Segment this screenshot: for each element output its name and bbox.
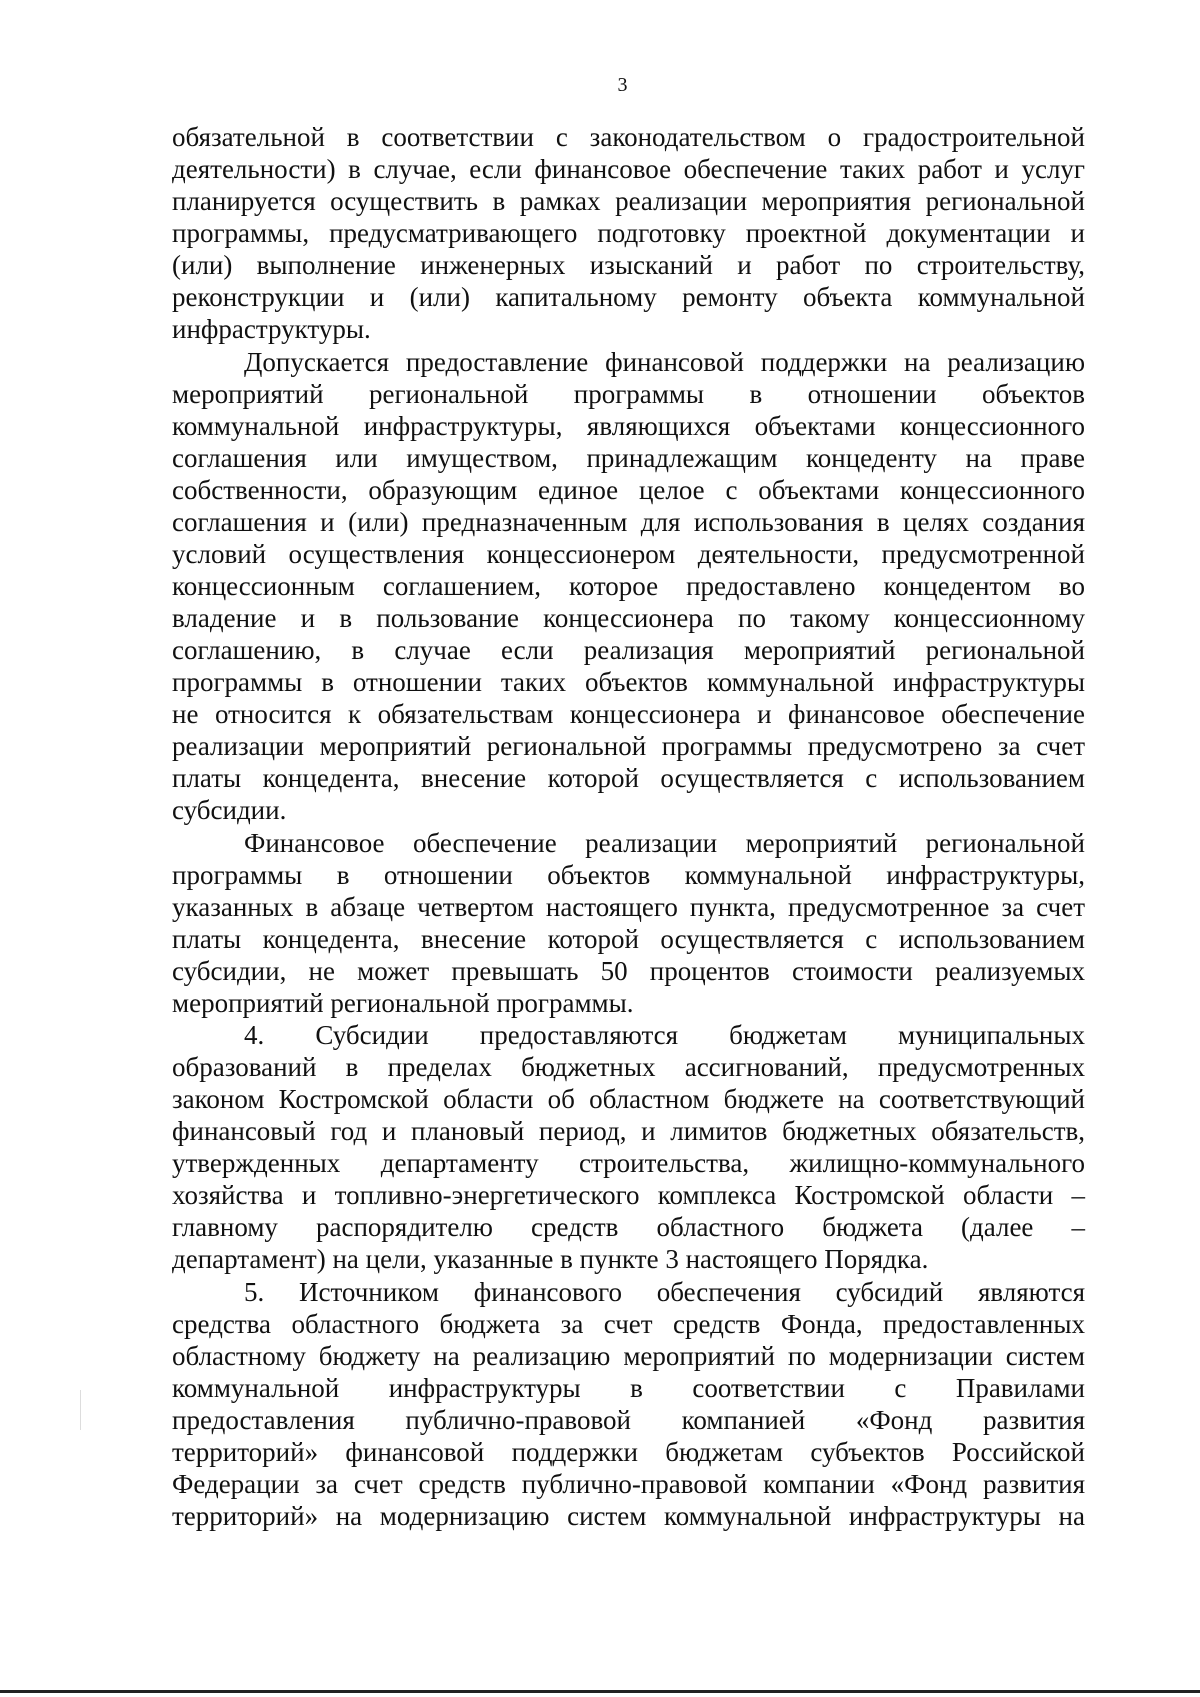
text-line: реконструкции и (или) капитальному ремонту объекта коммунальной xyxy=(172,282,1085,312)
text-line: программы в отношении объектов коммунальной инфраструктуры, xyxy=(172,860,1085,890)
text-line: Финансовое обеспечение реализации мероприятий региональной xyxy=(244,828,1085,858)
text-line: реализации мероприятий региональной программы предусмотрено за счет xyxy=(172,731,1085,761)
text-line: программы, предусматривающего подготовку проектной документации и xyxy=(172,218,1085,248)
text-line: обязательной в соответствии с законодательством о градостроительной xyxy=(172,122,1085,152)
text-line: территорий» финансовой поддержки бюджетам субъектов Российской xyxy=(172,1437,1085,1467)
text-line: (или) выполнение инженерных изысканий и работ по строительству, xyxy=(172,250,1085,280)
text-line: утвержденных департаменту строительства, жилищно-коммунального xyxy=(172,1148,1085,1178)
text-line: Федерации за счет средств публично-правовой компании «Фонд развития xyxy=(172,1469,1085,1499)
text-line: концессионным соглашением, которое предоставлено концедентом во xyxy=(172,571,1085,601)
text-line: деятельности) в случае, если финансовое обеспечение таких работ и услуг xyxy=(172,154,1085,184)
text-line: 5. Источником финансового обеспечения субсидий являются xyxy=(244,1277,1085,1307)
scan-artifact xyxy=(80,1390,81,1430)
text-line: департамент) на цели, указанные в пункте 3 настоящего Порядка. xyxy=(172,1244,929,1274)
page-number: 3 xyxy=(617,74,628,96)
text-line: образований в пределах бюджетных ассигнований, предусмотренных xyxy=(172,1052,1085,1082)
text-line: владение и в пользование концессионера по такому концессионному xyxy=(172,603,1085,633)
text-line: финансовый год и плановый период, и лимитов бюджетных обязательств, xyxy=(172,1116,1085,1146)
text-line: субсидии, не может превышать 50 процентов стоимости реализуемых xyxy=(172,956,1085,986)
text-line: законом Костромской области об областном бюджете на соответствующий xyxy=(172,1084,1085,1114)
text-line: указанных в абзаце четвертом настоящего пункта, предусмотренное за счет xyxy=(172,892,1085,922)
scan-bottom-edge xyxy=(0,1690,1200,1693)
text-line: территорий» на модернизацию систем коммунальной инфраструктуры на xyxy=(172,1501,1085,1531)
text-line: предоставления публично-правовой компанией «Фонд развития xyxy=(172,1405,1085,1435)
text-line: условий осуществления концессионером деятельности, предусмотренной xyxy=(172,539,1085,569)
text-line: хозяйства и топливно-энергетического комплекса Костромской области – xyxy=(172,1180,1085,1210)
text-line: коммунальной инфраструктуры в соответствии с Правилами xyxy=(172,1373,1085,1403)
text-line: программы в отношении таких объектов коммунальной инфраструктуры xyxy=(172,667,1085,697)
text-line: соглашения или имуществом, принадлежащим концеденту на праве xyxy=(172,443,1085,473)
text-line: собственности, образующим единое целое с объектами концессионного xyxy=(172,475,1085,505)
text-line: коммунальной инфраструктуры, являющихся объектами концессионного xyxy=(172,411,1085,441)
text-line: платы концедента, внесение которой осуществляется с использованием xyxy=(172,924,1085,954)
text-line: платы концедента, внесение которой осуществляется с использованием xyxy=(172,763,1085,793)
text-line: мероприятий региональной программы. xyxy=(172,988,634,1018)
text-line: главному распорядителю средств областного бюджета (далее – xyxy=(172,1212,1085,1242)
text-line: соглашения и (или) предназначенным для использования в целях создания xyxy=(172,507,1085,537)
text-line: Допускается предоставление финансовой поддержки на реализацию xyxy=(244,347,1085,377)
text-line: соглашению, в случае если реализация мероприятий региональной xyxy=(172,635,1085,665)
text-line: не относится к обязательствам концессионера и финансовое обеспечение xyxy=(172,699,1085,729)
text-line: средства областного бюджета за счет средств Фонда, предоставленных xyxy=(172,1309,1085,1339)
text-line: 4. Субсидии предоставляются бюджетам муниципальных xyxy=(244,1020,1085,1050)
text-line: планируется осуществить в рамках реализации мероприятия региональной xyxy=(172,186,1085,216)
text-line: субсидии. xyxy=(172,795,287,825)
text-line: областному бюджету на реализацию мероприятий по модернизации систем xyxy=(172,1341,1085,1371)
text-line: инфраструктуры. xyxy=(172,314,371,344)
text-line: мероприятий региональной программы в отношении объектов xyxy=(172,379,1085,409)
